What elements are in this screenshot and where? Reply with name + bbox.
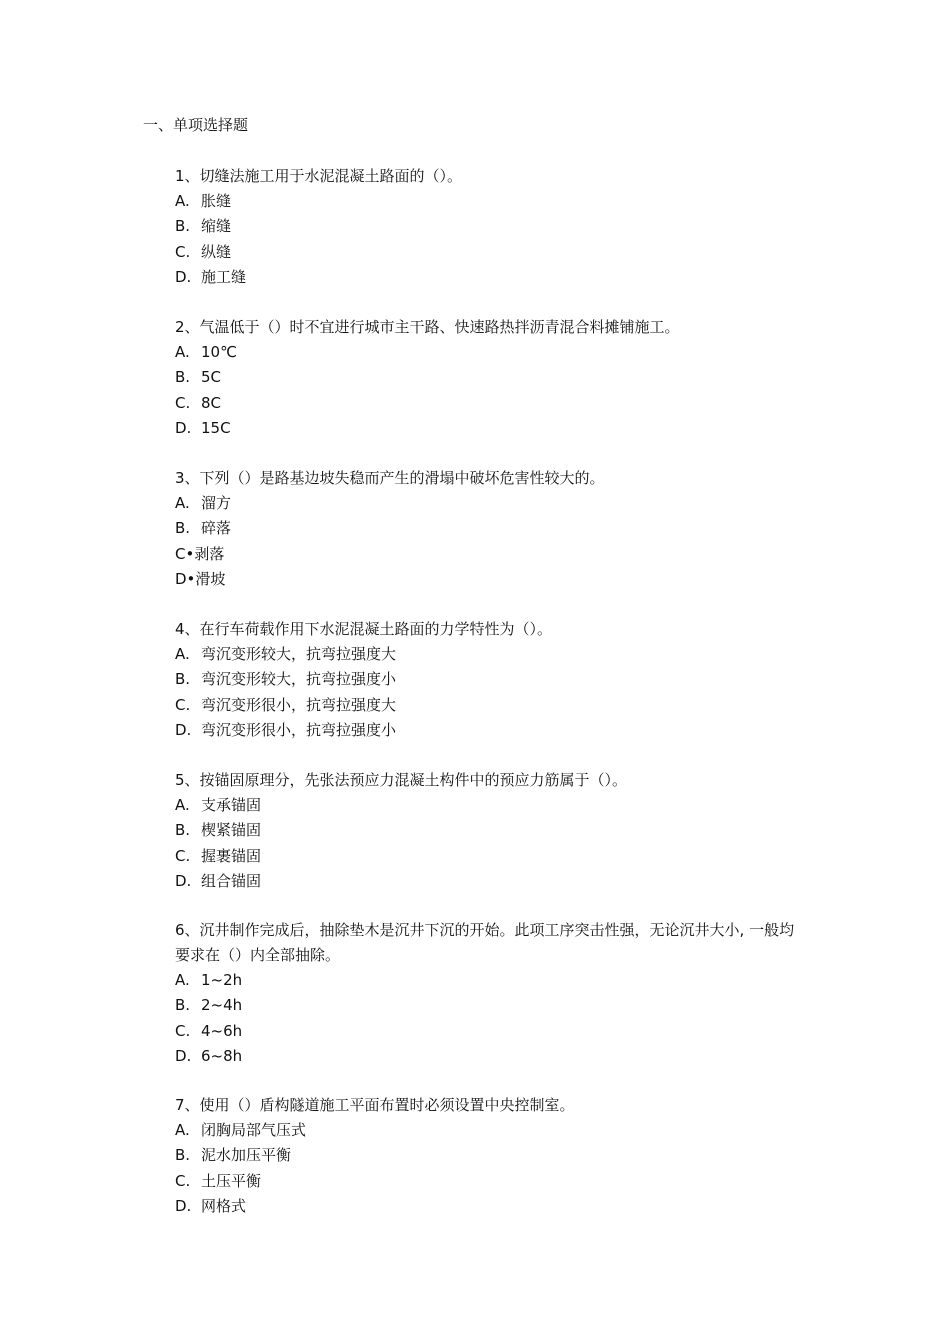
option-text: 胀缝 — [201, 192, 232, 210]
option-letter: D. — [175, 268, 192, 287]
option-b — [143, 516, 803, 541]
option-text: 弯沉变形很小，抗弯拉强度大 — [201, 695, 397, 714]
option-letter: B. — [175, 670, 191, 689]
option-letter: B. — [175, 996, 191, 1015]
option-text: 10℃ — [201, 343, 237, 361]
option-letter: A. — [175, 645, 190, 663]
option-a — [143, 491, 803, 516]
option-b — [143, 365, 803, 390]
option-text: 楔紧锚固 — [201, 821, 262, 840]
question-stem: 3、下列（）是路基边坡失稳而产生的滑塌中破坏危害性较大的。 — [175, 469, 605, 487]
option-a — [143, 793, 803, 818]
question-stem: 2、气温低于（）时不宜进行城市主干路、快速路热拌沥青混合料摊铺施工。 — [175, 318, 680, 336]
option-d — [143, 265, 803, 290]
option-c — [143, 844, 803, 869]
option-a — [143, 340, 803, 365]
question-5 — [143, 768, 803, 895]
option-text: 8C — [201, 393, 222, 412]
option-a — [143, 189, 803, 214]
option-letter: C• — [175, 544, 195, 563]
option-c — [143, 542, 803, 567]
option-text: 2~4h — [201, 996, 243, 1015]
question-stem: 6、沉井制作完成后，抽除垫木是沉井下沉的开始。此项工序突击性强，无论沉井大小, 一般均要求在（）内全部抽除。 — [175, 921, 795, 964]
option-text: 施工缝 — [201, 268, 247, 287]
option-b — [143, 667, 803, 692]
option-text: 5C — [201, 368, 222, 387]
option-c — [143, 1169, 803, 1194]
question-4 — [143, 617, 803, 744]
option-letter: C. — [175, 846, 191, 865]
option-letter: D. — [175, 872, 192, 891]
option-text: 弯沉变形很小，抗弯拉强度小 — [201, 721, 397, 740]
option-letter: B. — [175, 821, 191, 840]
option-letter: C. — [175, 1021, 191, 1040]
option-letter: D. — [175, 1047, 192, 1066]
question-stem: 4、在行车荷载作用下水泥混凝土路面的力学特性为（）。 — [175, 620, 553, 638]
option-letter: D. — [175, 1197, 192, 1216]
option-a — [143, 968, 803, 993]
option-text: 15C — [201, 419, 231, 438]
option-letter: B. — [175, 519, 191, 538]
option-letter: C. — [175, 242, 191, 261]
option-letter: B. — [175, 368, 191, 387]
option-b — [143, 993, 803, 1018]
option-b — [143, 1143, 803, 1168]
option-a — [143, 642, 803, 667]
option-letter: C. — [175, 1171, 191, 1190]
option-d — [143, 1044, 803, 1069]
option-text: 握裹锚固 — [201, 846, 262, 865]
option-text: 碎落 — [201, 519, 232, 538]
option-d — [143, 869, 803, 894]
question-2 — [143, 315, 803, 442]
option-text: 缩缝 — [201, 217, 232, 236]
question-6 — [143, 918, 803, 1070]
question-3 — [143, 466, 803, 593]
option-text: 组合锚固 — [201, 872, 262, 891]
question-1 — [143, 164, 803, 291]
option-text: 泥水加压平衡 — [201, 1146, 292, 1165]
option-letter: D. — [175, 721, 192, 740]
question-7 — [143, 1093, 803, 1220]
option-text: 溜方 — [201, 494, 232, 512]
option-letter: B. — [175, 217, 191, 236]
option-text: 网格式 — [201, 1197, 247, 1216]
option-d — [143, 416, 803, 441]
option-text: 弯沉变形较大，抗弯拉强度小 — [201, 670, 397, 689]
option-text: 土压平衡 — [201, 1171, 262, 1190]
option-letter: D• — [175, 570, 196, 589]
question-stem: 5、按锚固原理分，先张法预应力混凝土构件中的预应力筋属于（）。 — [175, 771, 628, 789]
option-c — [143, 1019, 803, 1044]
option-text: 支承锚固 — [201, 796, 262, 814]
option-text: 6~8h — [201, 1047, 243, 1066]
option-letter: C. — [175, 393, 191, 412]
option-text: 弯沉变形较大，抗弯拉强度大 — [201, 645, 397, 663]
option-letter: A. — [175, 494, 190, 512]
option-letter: A. — [175, 971, 190, 989]
question-stem: 1、切缝法施工用于水泥混凝土路面的（）。 — [175, 167, 463, 185]
option-letter: A. — [175, 796, 190, 814]
option-c — [143, 240, 803, 265]
option-text: 闭胸局部气压式 — [201, 1121, 307, 1139]
option-text: 4~6h — [201, 1021, 243, 1040]
option-letter: A. — [175, 343, 190, 361]
option-text: 1~2h — [201, 971, 243, 989]
option-text: 滑坡 — [195, 570, 226, 589]
option-b — [143, 214, 803, 239]
option-letter: C. — [175, 695, 191, 714]
option-c — [143, 693, 803, 718]
option-letter: B. — [175, 1146, 191, 1165]
option-a — [143, 1118, 803, 1143]
option-d — [143, 567, 803, 592]
section-title: 一、单项选择题 — [143, 116, 249, 134]
option-b — [143, 818, 803, 843]
option-letter: A. — [175, 1121, 190, 1139]
question-stem: 7、使用（）盾构隧道施工平面布置时必须设置中央控制室。 — [175, 1096, 575, 1114]
option-text: 剥落 — [194, 544, 225, 563]
option-c — [143, 391, 803, 416]
option-d — [143, 718, 803, 743]
option-text: 纵缝 — [201, 242, 232, 261]
option-letter: A. — [175, 192, 190, 210]
option-d — [143, 1194, 803, 1219]
option-letter: D. — [175, 419, 192, 438]
